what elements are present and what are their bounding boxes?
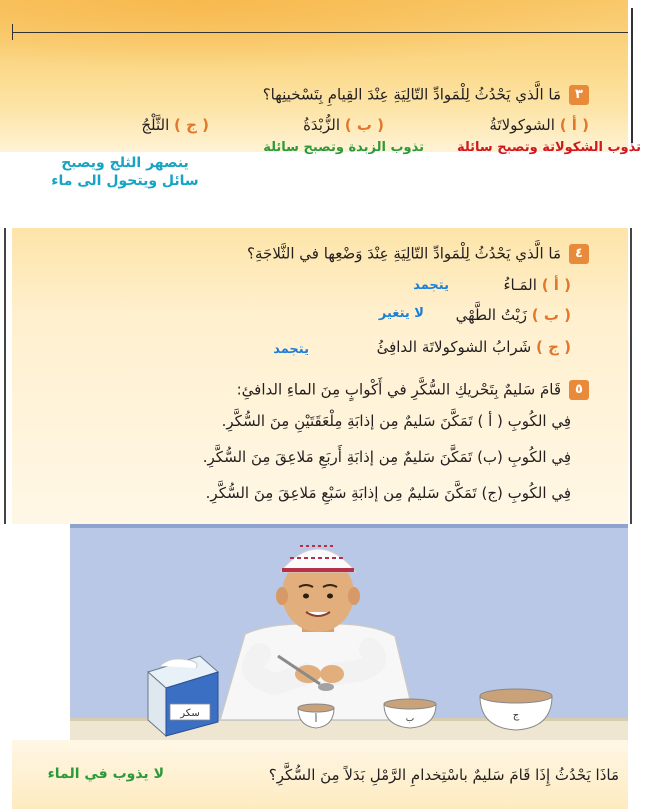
page-edge-left (0, 228, 12, 524)
question-3-option-a: ( أ ) الشوكولاتَةُ (489, 116, 589, 134)
answer-chocolate-drink: يتجمد (273, 342, 309, 357)
answer-butter: تذوب الزبدة وتصبح سائلة (263, 140, 424, 155)
page-edge-top (628, 0, 649, 152)
header-swoosh (0, 0, 649, 70)
question-5-line-b: فِي الكُوبِ (ب) تَمَكَّنَ سَليمٌ مِن إذابَةِ أَربَعِ مَلاعِقَ مِنَ السُّكَّرِ. (202, 448, 571, 466)
svg-text:ج: ج (512, 710, 520, 721)
question-4-5-panel (12, 228, 628, 524)
header-guide-line (12, 32, 629, 33)
question-3-text: ٣مَا الَّذي يَحْدُثُ لِلْمَوادِّ التّالِيَةِ عِنْدَ القِيامِ بِتَسْخينِها؟ (263, 85, 589, 105)
svg-text:ب: ب (405, 714, 415, 724)
question-3-badge: ٣ (569, 85, 589, 105)
question-5-intro: ٥قَامَ سَليمٌ بِتَحْريكِ السُّكَّرِ في أَكْوابٍ مِنَ الماءِ الدافئِ: (237, 380, 589, 400)
question-4-option-c: ( ج ) شَرابُ الشوكولاتَة الدافِئُ (376, 338, 571, 356)
answer-ice: ينصهر الثلج ويصبح سائل ويتحول الى ماء (51, 155, 199, 189)
boy-stirring-sugar-illustration (70, 524, 628, 740)
question-3-option-c: ( ج ) الثَّلْجُ (141, 116, 209, 134)
answer-water: يتجمد (413, 278, 449, 293)
question-4-option-a: ( أ ) المَـاءُ (503, 276, 571, 294)
question-5-line-a: فِي الكُوبِ ( أ ) تَمَكَّنَ سَليمٌ مِن إذابَةِ مِلْعَقَتَيْنِ مِنَ السُّكَّرِ. (221, 412, 571, 430)
page-edge-right (628, 228, 649, 524)
question-5-badge: ٥ (569, 380, 589, 400)
question-4-text: ٤مَا الَّذي يَحْدُثُ لِلْمَوادِّ التّالِيَةِ عِنْدَ وَضْعِها في الثَّلاجَةِ؟ (247, 244, 589, 264)
sugar-box-label: سكر (180, 708, 200, 719)
bottom-question: مَاذَا يَحْدُثُ إِذَا قَامَ سَليمٌ باسْتِخدامِ الرَّمْلِ بَدَلاً مِنَ السُّكَّرِ؟ (268, 766, 619, 784)
answer-chocolate: تذوب الشكولاتة وتصبح سائلة (456, 140, 641, 155)
question-4-option-b: ( ب ) زَيْتُ الطَّهْي (455, 306, 571, 324)
svg-text:أ: أ (314, 715, 318, 725)
answer-cooking-oil: لا يتغير (378, 306, 424, 321)
question-5-line-c: فِي الكُوبِ (ج) تَمَكَّنَ سَليمٌ مِن إذابَةِ سَبْعِ مَلاعِقَ مِنَ السُّكَّرِ. (205, 484, 571, 502)
answer-sand: لا يذوب في الماء (47, 766, 164, 782)
question-4-badge: ٤ (569, 244, 589, 264)
question-3-option-b: ( ب ) الزُّبْدَةُ (303, 116, 384, 134)
